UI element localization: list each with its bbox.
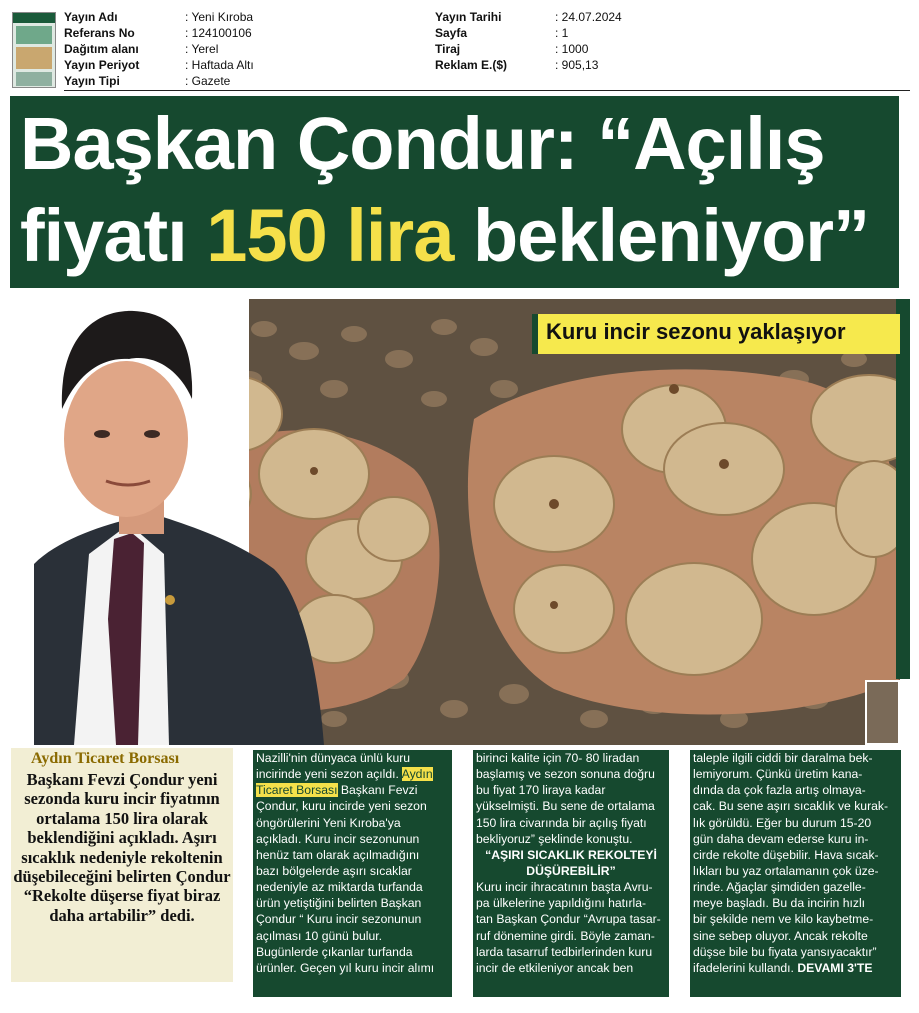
subheading: DÜŞÜREBİLİR” — [526, 863, 616, 878]
text-line: henüz tam olarak açılmadığını — [256, 847, 420, 862]
meta-value: : 1 — [555, 26, 569, 40]
text-line: rinde. Ağaçlar şimdiden gazelle- — [693, 880, 866, 895]
text-line: 150 lira civarında bir açılış fiyatı — [476, 815, 647, 830]
kicker-text: Kuru incir sezonu yaklaşıyor — [546, 319, 846, 344]
main-photo — [34, 299, 900, 745]
decorative-strip — [896, 299, 910, 679]
text-line: dında da çok fazla artış olmaya- — [693, 783, 866, 798]
text-line: başlamış ve sezon sonuna doğru — [476, 767, 655, 782]
meta-label: Referans No — [64, 26, 135, 40]
photo-illustration — [34, 299, 900, 745]
text-line: meye başladı. Bu da incirin hızlı — [693, 896, 866, 911]
meta-value: : 1000 — [555, 42, 589, 56]
lede-text: Başkanı Fevzi Çondur yeni sezonda kuru incir fiyatının ortalama 150 lira olarak beklendiğini açıkladı. Aşırı sıcaklık nedeniyle rekoltenin düşebileceğini belirten Çondur “Rekolte düşerse fiyat biraz daha artabilir” dedi. — [13, 770, 231, 925]
text-line — [693, 960, 898, 976]
headline-highlight: 150 lira — [206, 194, 454, 277]
text-line: bir şekilde nem ve kilo kaybetme- — [693, 912, 874, 927]
meta-label: Reklam E.($) — [435, 58, 508, 72]
text-line: lık görüldü. Eğer bu durum 15-20 — [693, 815, 872, 830]
highlighted-text: Aydın — [401, 767, 433, 782]
text-line: lemiyorum. Çünkü üretim kana- — [693, 767, 863, 782]
text-line: cak. Bu sene aşırı sıcaklık ve kurak- — [693, 799, 889, 814]
text-line: Nazilli'nin dünyaca ünlü kuru — [256, 751, 411, 765]
meta-value: : Yerel — [185, 42, 219, 56]
text-line: öngörülerini Yeni Kıroba'ya — [256, 815, 401, 830]
text-line: pa ülkelerine yapıldığını hatırla- — [476, 896, 647, 911]
meta-value: : Gazete — [185, 74, 231, 88]
highlighted-text: Ticaret Borsası — [256, 783, 338, 798]
meta-label: Tiraj — [435, 42, 461, 56]
lede-title: Aydın Ticaret Borsası — [31, 750, 180, 767]
newspaper-thumbnail — [12, 12, 56, 88]
text-line: yükselmişti. Bu sene de ortalama — [476, 799, 655, 814]
meta-label: Yayın Adı — [64, 10, 118, 24]
meta-label: Yayın Periyot — [64, 58, 140, 72]
article-column-3 — [690, 750, 901, 997]
meta-value: : 124100106 — [185, 26, 252, 40]
headline-line-1: Başkan Çondur: “Açılış — [20, 102, 825, 185]
publication-meta-right — [435, 9, 622, 73]
text-line: açılması 10 günü bulur. — [256, 928, 383, 943]
kicker-banner — [532, 314, 900, 354]
text-line: tan Başkan Çondur “Avrupa tasar- — [476, 912, 661, 927]
meta-label: Sayfa — [435, 26, 468, 40]
text-line: bekliyoruz” şeklinde konuştu. — [476, 831, 633, 846]
text-line: ürünler. Geçen yıl kuru incir alımı — [256, 960, 435, 975]
text-line: bu fiyat 170 liraya kadar — [476, 783, 606, 798]
continued-link[interactable]: DEVAMI 3'TE — [797, 960, 873, 975]
headline-banner — [10, 96, 899, 288]
article-column-1 — [253, 750, 452, 997]
headline-text: fiyatı — [20, 194, 207, 277]
text-line: cirde rekolte düşebilir. Hava sıcak- — [693, 847, 879, 862]
article-column-2 — [473, 750, 669, 997]
meta-label: Yayın Tipi — [64, 74, 120, 88]
text-run: incirinde yeni sezon açıldı. — [256, 767, 402, 782]
text-line: lıkları bu yaz ortalamanın çok üze- — [693, 863, 879, 878]
text-run: ifadelerini kullandı. — [693, 960, 798, 975]
text-line — [256, 766, 449, 782]
meta-value: : Yeni Kıroba — [185, 10, 254, 24]
meta-value: : 905,13 — [555, 58, 599, 72]
headline-line-2 — [20, 194, 889, 278]
meta-label: Yayın Tarihi — [435, 10, 502, 24]
text-line: sine sebep oluyor. Ancak rekolte — [693, 928, 868, 943]
text-line: Çondur, kuru incirde yeni sezon — [256, 799, 427, 814]
text-line: birinci kalite için 70- 80 liradan — [476, 751, 640, 765]
text-line: taleple ilgili ciddi bir daralma bek- — [693, 751, 873, 765]
text-line — [256, 782, 449, 798]
text-line: nedeniyle az miktarda turfanda — [256, 880, 423, 895]
text-line: Bugünlerde çıkanlar turfanda — [256, 944, 413, 959]
text-line: larda tasarruf tedbirlerinden kuru — [476, 944, 653, 959]
headline-text: bekleniyor” — [453, 194, 870, 277]
text-line: gün daha devam ederse kuru in- — [693, 831, 869, 846]
inset-photo — [865, 680, 900, 745]
meta-value: : 24.07.2024 — [555, 10, 622, 24]
text-line: incir de etkileniyor ancak ben — [476, 960, 634, 975]
text-line: Çondur “ Kuru incir sezonunun — [256, 912, 422, 927]
text-line: Kuru incir ihracatının başta Avru- — [476, 880, 653, 895]
text-line: bazı bölgelerde aşırı sıcaklar — [256, 863, 412, 878]
lede-box — [11, 748, 233, 982]
meta-value: : Haftada Altı — [185, 58, 254, 72]
text-line: ruf dönemine girdi. Böyle zaman- — [476, 928, 655, 943]
header-divider — [64, 90, 910, 91]
meta-label: Dağıtım alanı — [64, 42, 139, 56]
text-line: açıkladı. Kuru incir sezonunun — [256, 831, 420, 846]
publication-meta-left — [64, 9, 254, 89]
text-line: düşse bile bu fiyata yansıyacaktır” — [693, 944, 877, 959]
text-line: ürün yetiştiğini belirten Başkan — [256, 896, 422, 911]
text-run: Başkanı Fevzi — [337, 783, 418, 798]
subheading: “AŞIRI SICAKLIK REKOLTEYİ — [485, 847, 657, 862]
